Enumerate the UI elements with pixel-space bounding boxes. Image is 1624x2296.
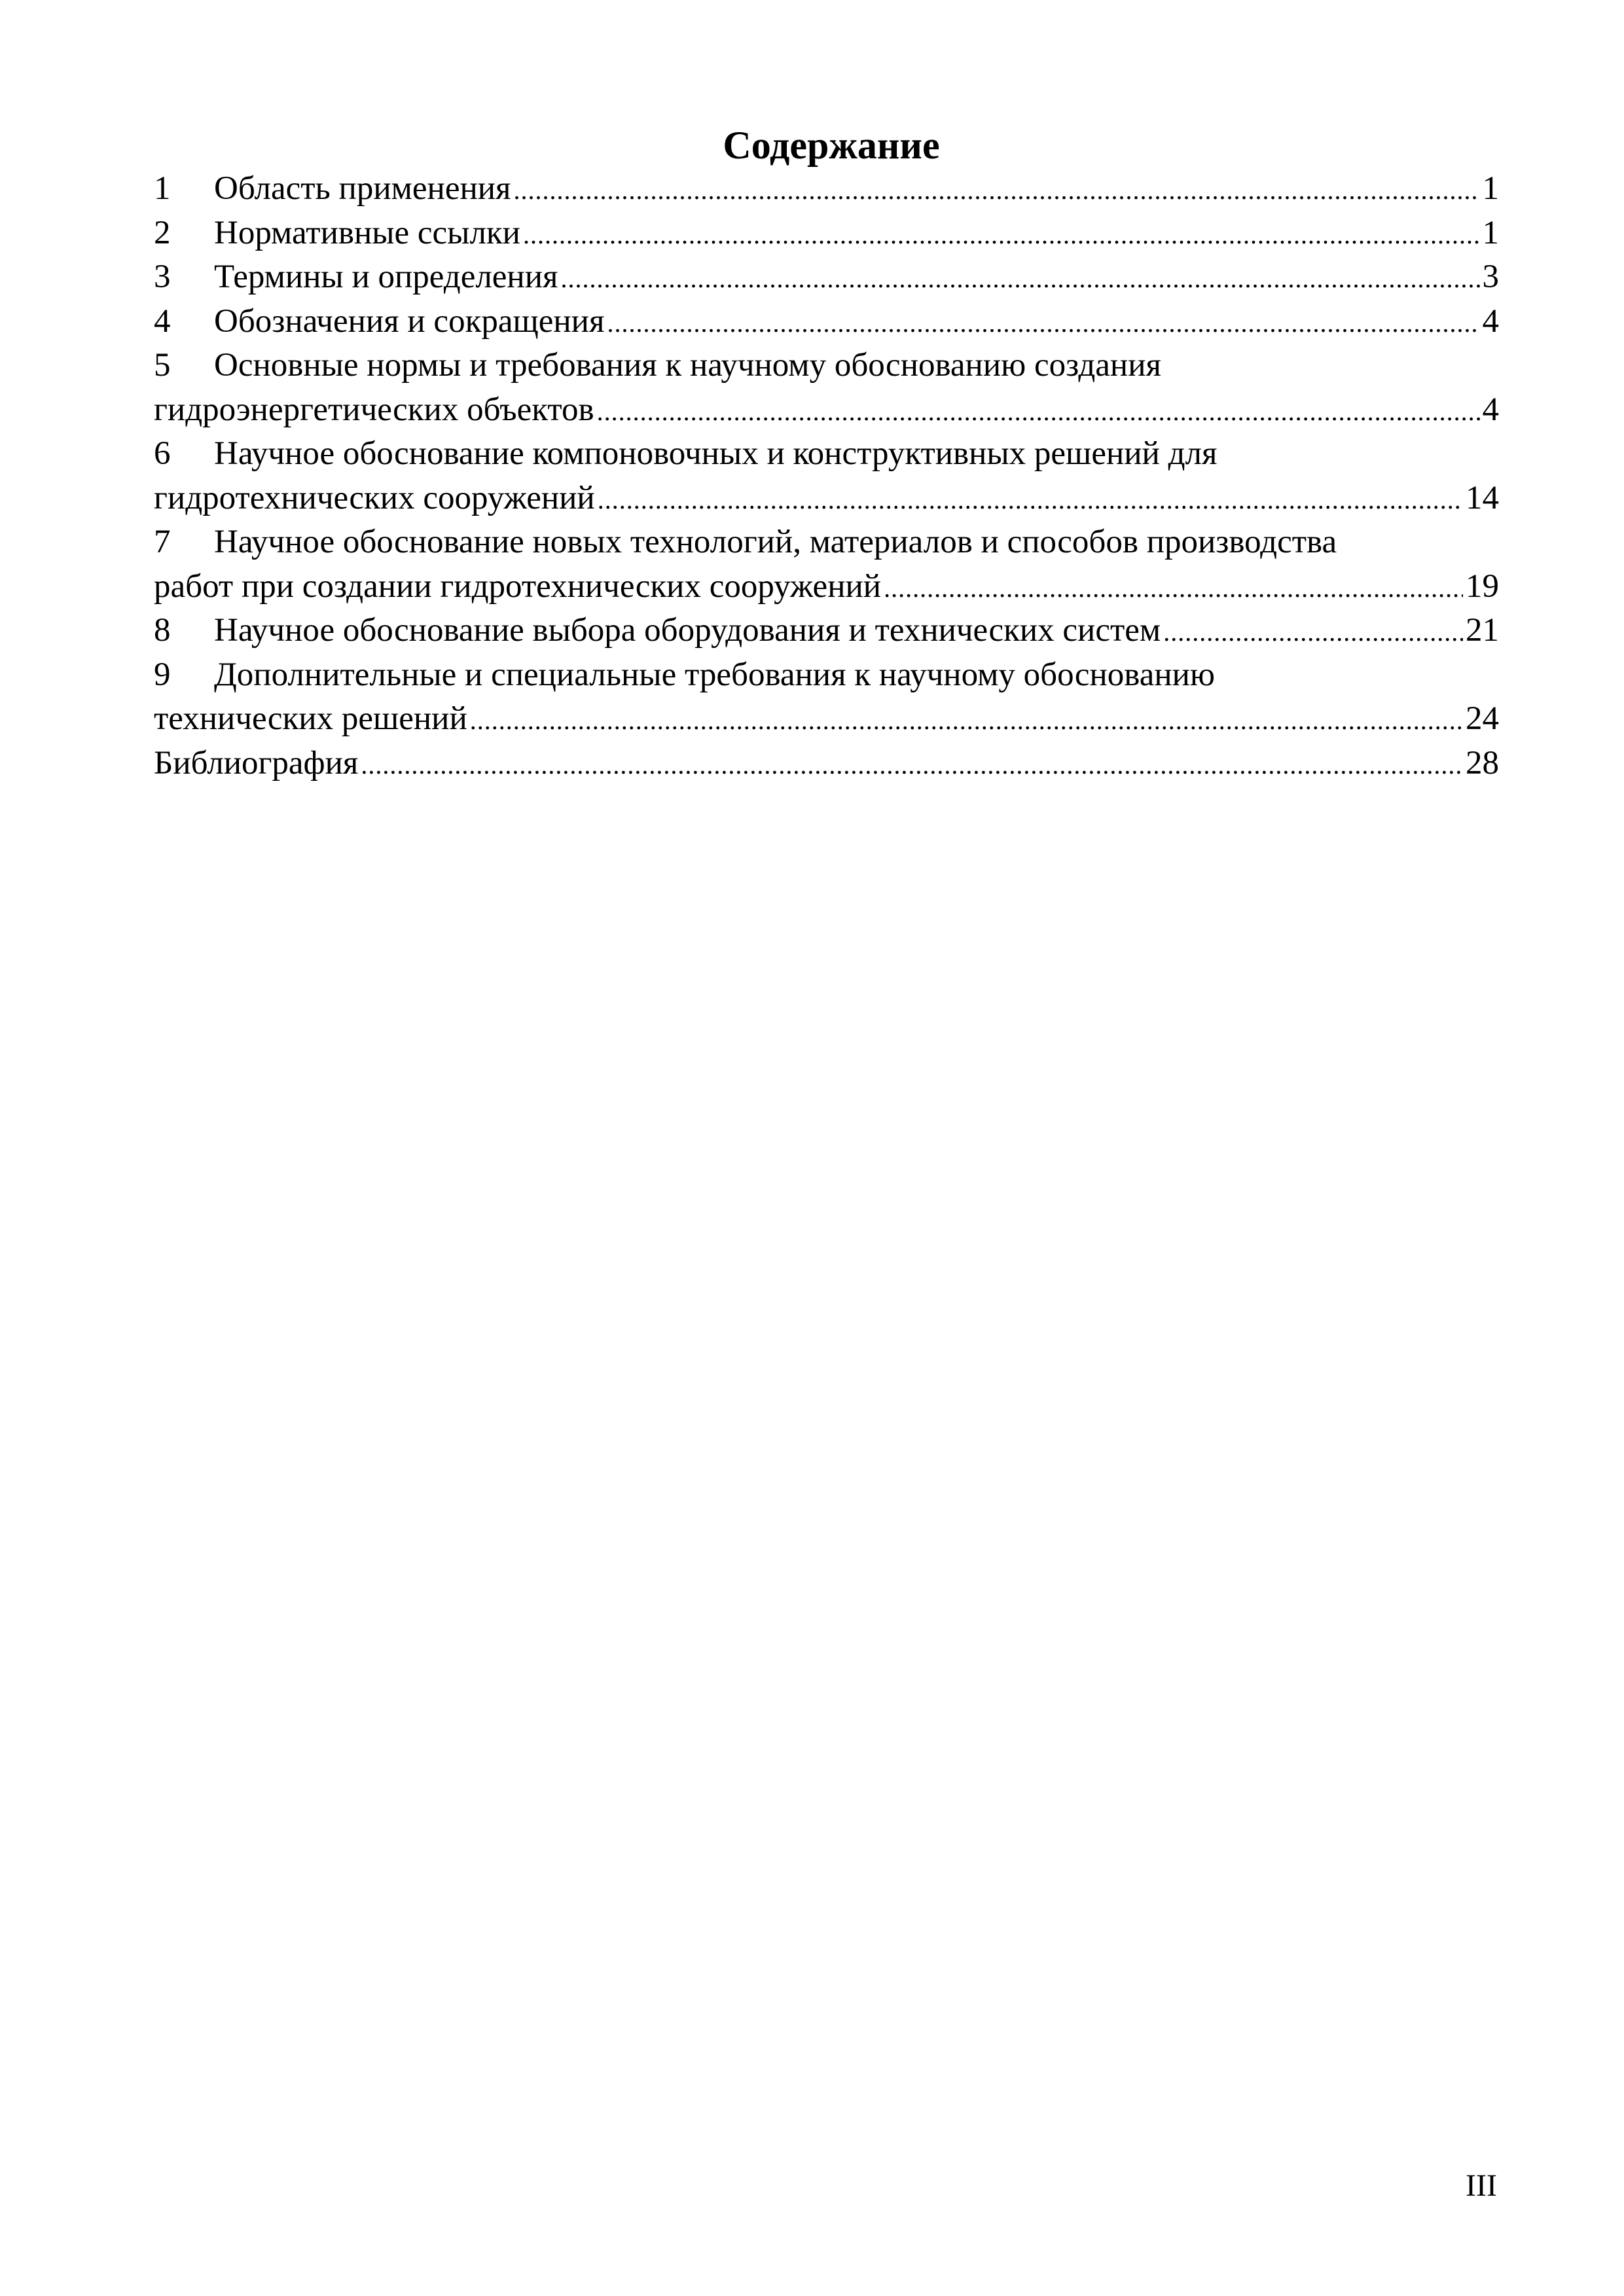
toc-entry-page: 1: [1482, 214, 1499, 251]
toc-entry-last-line: [154, 565, 1499, 609]
toc-entry: [154, 255, 1499, 300]
toc-entry-text: Обозначения и сокращения: [214, 302, 605, 340]
toc-entry-page: 3: [1482, 259, 1499, 295]
toc-entry-text: Библиография: [154, 744, 359, 781]
toc-entry: [154, 344, 1499, 432]
toc-entry-page: 4: [1482, 302, 1499, 340]
toc-entry-text: Научное обоснование выбора оборудования и технических систем: [214, 612, 1161, 649]
toc-entry-text: Нормативные ссылки: [214, 214, 520, 251]
toc-dot-leader: [1163, 610, 1463, 655]
toc-entry-page: 28: [1466, 744, 1499, 781]
toc-entry-page: 1: [1482, 170, 1499, 207]
toc-entry-page: 19: [1466, 567, 1499, 605]
toc-entry-last-line: [154, 167, 1499, 211]
toc-entry: [154, 300, 1499, 344]
toc-entry: [154, 742, 1499, 786]
toc-entry-number: 8: [154, 612, 171, 649]
toc-entry-page: 24: [1466, 700, 1499, 737]
toc-entry-number: 4: [154, 302, 171, 340]
toc-entry-text: Научное обоснование новых технологий, материалов и способов производства: [214, 524, 1337, 560]
toc-entry-text: Термины и определения: [214, 259, 558, 295]
toc-dot-leader: [607, 301, 1479, 346]
toc-entry-page: 21: [1466, 612, 1499, 649]
toc-entry-number: 6: [154, 435, 171, 472]
toc-entry-last-line: [154, 255, 1499, 300]
toc-entry-line: [154, 520, 1499, 565]
toc-entry-number: 9: [154, 656, 171, 693]
toc-entry-text: Научное обоснование компоновочных и конструктивных решений для: [214, 435, 1218, 472]
toc-entry-number: 3: [154, 259, 171, 295]
toc-entry-number: 5: [154, 347, 171, 384]
toc-entry-line: [154, 432, 1499, 476]
toc-dot-leader: [560, 257, 1479, 301]
toc-entry-number: 1: [154, 170, 171, 207]
toc-entry: [154, 211, 1499, 256]
toc-dot-leader: [361, 743, 1463, 787]
toc-entry-text: Дополнительные и специальные требования к научному обоснованию: [214, 656, 1216, 693]
toc-entry-text: гидроэнергетических объектов: [154, 391, 594, 428]
toc-dot-leader: [884, 566, 1463, 611]
toc-entry: [154, 167, 1499, 211]
toc-entry-line: [154, 653, 1499, 698]
toc-entry: [154, 520, 1499, 609]
toc-entry: [154, 432, 1499, 520]
toc-entry: [154, 609, 1499, 653]
toc-entry: [154, 653, 1499, 742]
toc-entry-text: гидротехнических сооружений: [154, 479, 595, 516]
toc-dot-leader: [470, 698, 1463, 743]
toc-dot-leader: [523, 213, 1480, 257]
toc-entry-page: 14: [1466, 479, 1499, 516]
toc-dot-leader: [514, 168, 1480, 213]
toc-dot-leader: [597, 389, 1480, 434]
toc-entry-last-line: [154, 742, 1499, 786]
table-of-contents: [154, 167, 1499, 785]
page-number: III: [1466, 2168, 1497, 2203]
toc-entry-number: 2: [154, 214, 171, 251]
toc-entry-last-line: [154, 697, 1499, 742]
toc-entry-last-line: [154, 211, 1499, 256]
toc-entry-text: Основные нормы и требования к научному обоснованию создания: [214, 347, 1161, 384]
toc-dot-leader: [598, 478, 1463, 522]
toc-entry-last-line: [154, 388, 1499, 433]
toc-entry-last-line: [154, 609, 1499, 653]
toc-entry-last-line: [154, 476, 1499, 521]
toc-entry-last-line: [154, 300, 1499, 344]
toc-entry-text: технических решений: [154, 700, 467, 737]
toc-entry-line: [154, 344, 1499, 388]
toc-entry-text: Область применения: [214, 170, 511, 207]
toc-entry-number: 7: [154, 524, 171, 560]
toc-title: Содержание: [723, 124, 940, 167]
toc-entry-text: работ при создании гидротехнических сооружений: [154, 567, 882, 605]
toc-entry-page: 4: [1482, 391, 1499, 428]
